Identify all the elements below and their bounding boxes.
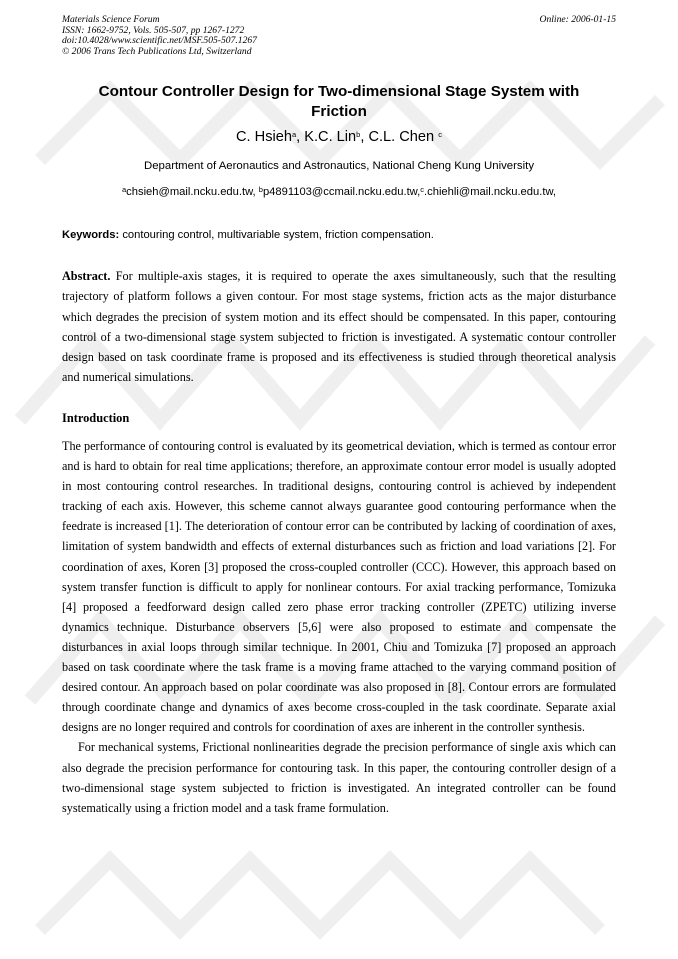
author-separator: , [360,129,369,145]
author-name: K.C. Lin [304,129,357,145]
email-address: chsieh@mail.ncku.edu.tw, [126,186,256,198]
email-address: .chiehli@mail.ncku.edu.tw, [424,186,557,198]
author-name: C.L. Chen [368,129,435,145]
journal-name: Materials Science Forum [62,14,160,25]
copyright-line: © 2006 Trans Tech Publications Ltd, Switzerland [62,45,252,57]
keywords-text: contouring control, multivariable system, friction compensation. [122,229,434,241]
online-date: Online: 2006-01-15 [539,14,616,25]
introduction-heading: Introduction [62,411,130,425]
author-superscript: b [356,130,361,139]
introduction-paragraph: For mechanical systems, Frictional nonlinearities degrade the precision performance of single axis which can also degrade the precision performance for contouring task. In this paper, the contouring controller design of a two-dimensional stage system subjected to friction is investigated. An integrated controller can be found systematically using a friction model and a task frame formulation. [62,740,616,815]
email-superscript: a [121,185,127,194]
author-list [62,128,616,146]
author-separator: , [296,129,305,145]
paper-title: Contour Controller Design for Two-dimensional Stage System with Friction [98,83,580,120]
abstract [62,266,616,388]
author-name: C. Hsieh [236,129,292,145]
doi-line: doi:10.4028/www.scientific.net/MSF.505-507.1267 [62,35,257,47]
author-superscript: a [291,130,297,139]
introduction-paragraph: The performance of contouring control is evaluated by its geometrical deviation, which is termed as contour error and is hard to obtain for real time applications; therefore, an approximate contour error model is usually adopted in most contouring control researches. In traditional designs, contouring control is achieved by independent tracking of each axis. However, this scheme cannot always guarantee good contouring performance when the feedrate is increased [1]. The deterioration of contour error can be contributed by lacking of coordination of axes, limitation of system bandwidth and effects of external disturbances such as friction and load variations [2]. For coordination of axes, Koren [3] proposed the cross-coupled controller (CCC). However, this approach based on system transfer function is difficult to apply for nonlinear contours. For axial tracking performance, Tomizuka [4] proposed a feedforward design called zero phase error tracking controller (ZPETC) utilizing inverse dynamics technique. Disturbance observers [5,6] were also proposed to estimate and compensate the disturbances in axial loops through similar technique. In 2001, Chiu and Tomizuka [7] proposed an approach based on task coordinate where the task frame is a moving frame attached to the varying command position of desired contour. An approach based on polar coordinate was also proposed in [8]. Contour errors are formulated through coordinate change and dynamics of axes become cross-coupled in the task coordinate. Separate axial designs are no longer required and controls for coordination of axes are inherent in the controller synthesis. [62,439,617,735]
abstract-label: Abstract. [62,269,111,283]
email-superscript: b [258,185,263,194]
keywords-label: Keywords: [62,229,120,241]
affiliation: Department of Aeronautics and Astronautics, National Cheng Kung University [143,160,535,172]
journal-header [62,15,616,57]
issn-line: ISSN: 1662-9752, Vols. 505-507, pp 1267-1272 [62,24,245,36]
email-superscript: c [420,185,425,194]
keywords [62,228,616,242]
author-superscript: c [438,130,442,139]
email-list [62,185,616,199]
abstract-text: For multiple-axis stages, it is required to operate the axes simultaneously, such that the resulting trajectory of platform follows a given contour. For most stage systems, friction acts as the major disturbance which degrades the precision of system motion and its effect should be compensated. In this paper, contouring control of a two-dimensional stage system subjected to friction is investigated. A systematic contour controller design based on task coordinate frame is proposed and its effectiveness is studied through theoretical analysis and numerical simulations. [62,269,616,385]
introduction-body [62,436,616,818]
email-address: p4891103@ccmail.ncku.edu.tw, [262,186,421,198]
